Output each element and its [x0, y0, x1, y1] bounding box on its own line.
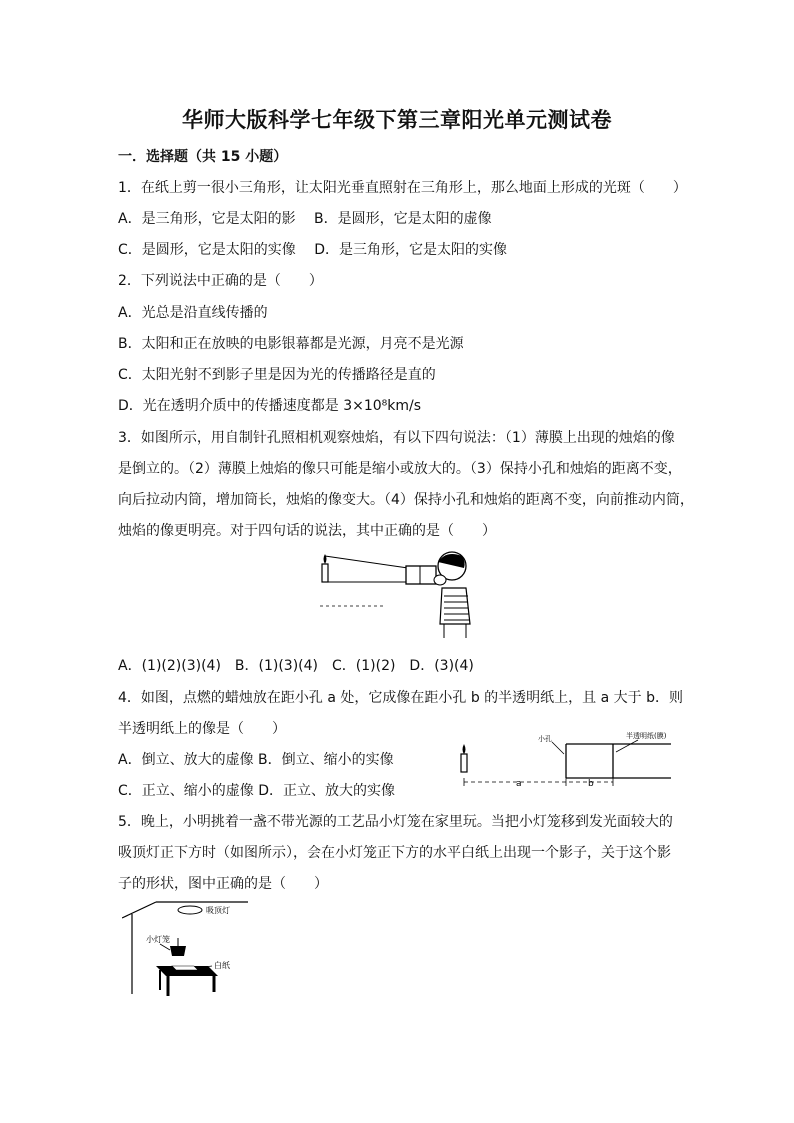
- q3-options: A．(1)(2)(3)(4) B．(1)(3)(4) C．(1)(2) D．(3)(4): [118, 658, 474, 674]
- q5-stem-line2: 吸顶灯正下方时（如图所示），会在小灯笼正下方的水平白纸上出现一个影子，关于这个影: [118, 845, 671, 861]
- q5-stem-line3: 子的形状，图中正确的是（ ）: [118, 876, 328, 892]
- q5-stem-line1: 5．晚上，小明挑着一盏不带光源的工艺品小灯笼在家里玩。当把小灯笼移到发光面较大的: [118, 814, 673, 830]
- q1-stem: 1．在纸上剪一很小三角形，让太阳光垂直照射在三角形上，那么地面上形成的光斑（ ）: [118, 180, 687, 196]
- q2-option-a: A．光总是沿直线传播的: [118, 305, 268, 321]
- q4-options-cd: C．正立、缩小的虚像 D．正立、放大的实像: [118, 783, 396, 799]
- q3-stem-line1: 3．如图所示，用自制针孔照相机观察烛焰，有以下四句说法：（1）薄膜上出现的烛焰的像: [118, 430, 675, 446]
- q4-stem-line2: 半透明纸上的像是（ ）: [118, 721, 286, 737]
- q1-options-ab: A．是三角形，它是太阳的影 B．是圆形，它是太阳的虚像: [118, 211, 492, 227]
- q5-fig-label-lamp: 吸顶灯: [206, 906, 230, 915]
- q3-stem-line2: 是倒立的。（2）薄膜上烛焰的像只可能是缩小或放大的。（3）保持小孔和烛焰的距离不变，: [118, 461, 682, 477]
- section-heading: 一．选择题（共 15 小题）: [118, 149, 288, 165]
- q2-option-d: D．光在透明介质中的传播速度都是 3×10⁸km/s: [118, 398, 422, 414]
- q4-options-ab: A．倒立、放大的虚像 B．倒立、缩小的实像: [118, 752, 394, 768]
- q4-stem-line1: 4．如图，点燃的蜡烛放在距小孔 a 处，它成像在距小孔 b 的半透明纸上，且 a 大于 b．则: [118, 690, 683, 706]
- q4-fig-label-hole: 小孔: [538, 735, 552, 743]
- q4-fig-label-paper: 半透明纸(膜): [626, 732, 667, 740]
- q2-option-c: C．太阳光射不到影子里是因为光的传播路径是直的: [118, 367, 436, 383]
- q4-fig-label-a: a: [516, 779, 522, 789]
- q4-fig-label-b: b: [588, 779, 594, 789]
- q1-options-cd: C．是圆形，它是太阳的实像 D．是三角形，它是太阳的实像: [118, 242, 508, 258]
- q2-stem: 2．下列说法中正确的是（ ）: [118, 273, 323, 289]
- page-title: 华师大版科学七年级下第三章阳光单元测试卷: [182, 107, 612, 132]
- q5-room-figure: [122, 900, 252, 1000]
- q2-option-b: B．太阳和正在放映的电影银幕都是光源，月亮不是光源: [118, 336, 464, 352]
- q3-pinhole-camera-figure: [316, 548, 478, 640]
- q5-fig-label-paper: 白纸: [214, 961, 230, 970]
- q3-stem-line3: 向后拉动内筒，增加筒长，烛焰的像变大。（4）保持小孔和烛焰的距离不变，向前推动内筒，: [118, 492, 694, 508]
- q4-pinhole-figure: [456, 732, 686, 816]
- q5-fig-label-lantern: 小灯笼: [146, 935, 170, 944]
- q3-stem-line4: 烛焰的像更明亮。对于四句话的说法，其中正确的是（ ）: [118, 523, 496, 539]
